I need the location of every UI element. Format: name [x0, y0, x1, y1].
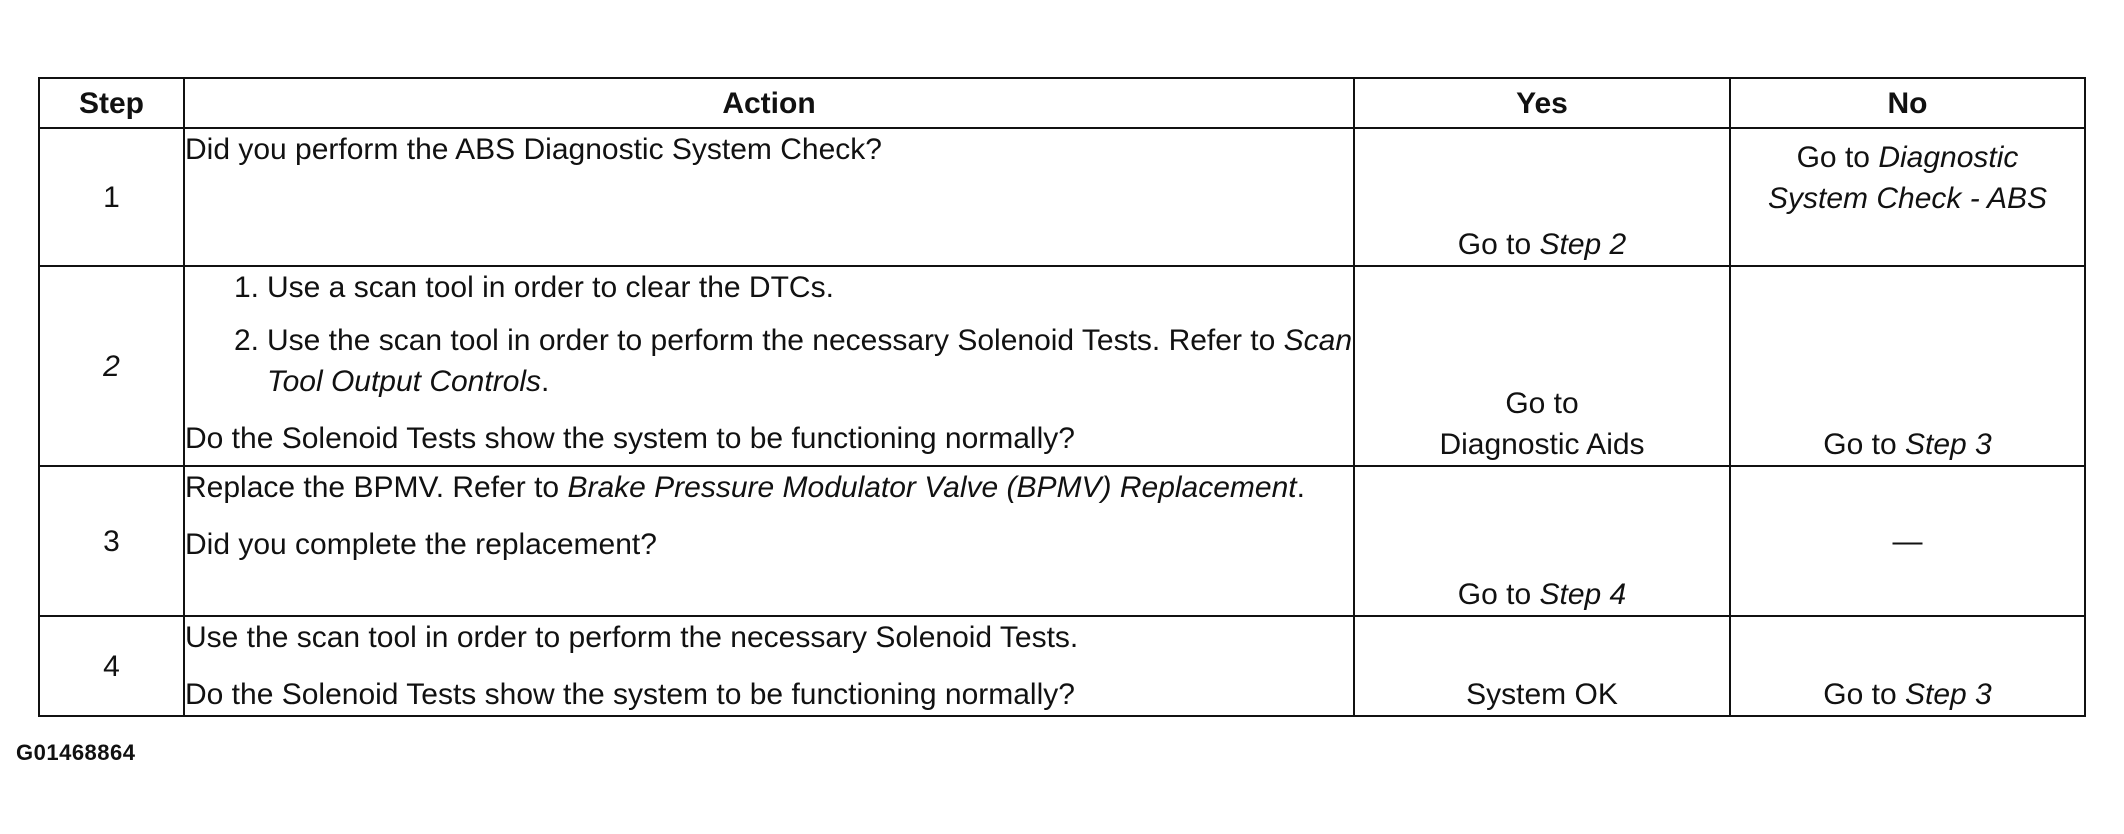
table-row — [39, 128, 2085, 266]
action-ref-link[interactable]: Brake Pressure Modulator Valve (BPMV) Replacement — [567, 471, 1297, 504]
step-number: 3 — [39, 466, 184, 616]
yes-cell — [1354, 128, 1730, 266]
step-number: 2 — [39, 266, 184, 466]
yes-cell — [1354, 616, 1730, 716]
action-question: Did you perform the ABS Diagnostic System Check? — [185, 133, 882, 166]
step-number: 4 — [39, 616, 184, 716]
substep-item — [185, 267, 1353, 308]
no-cell — [1730, 128, 2085, 266]
yes-step-link[interactable]: Step 2 — [1539, 228, 1627, 261]
action-cell — [184, 466, 1354, 616]
yes-target-link[interactable]: Diagnostic Aids — [1439, 428, 1645, 461]
substep-suffix: . — [541, 365, 550, 398]
header-action: Action — [184, 78, 1354, 128]
yes-prefix: Go to — [1457, 228, 1540, 261]
no-step-link[interactable]: Step 3 — [1904, 678, 1992, 711]
yes-prefix: Go to — [1457, 578, 1540, 611]
action-text: Replace the BPMV. Refer to — [185, 471, 568, 504]
header-step: Step — [39, 78, 184, 128]
no-cell — [1730, 266, 2085, 466]
header-no: No — [1730, 78, 2085, 128]
yes-prefix: Go to — [1505, 387, 1579, 420]
substep-ref-link[interactable]: Scan Tool Output Controls — [267, 324, 1353, 398]
no-ref-link-line1[interactable]: Diagnostic — [1878, 141, 2019, 174]
action-substeps — [185, 267, 1353, 402]
substep-text: Use the scan tool in order to perform the necessary Solenoid Tests. Refer to — [267, 324, 1284, 357]
yes-step-link[interactable]: Step 4 — [1539, 578, 1627, 611]
substep-number: 1. — [233, 271, 259, 304]
table-row — [39, 266, 2085, 466]
table-row — [39, 616, 2085, 716]
action-question: Do the Solenoid Tests show the system to be functioning normally? — [185, 422, 1075, 455]
figure-id: G01468864 — [16, 740, 136, 765]
no-cell — [1730, 466, 2085, 616]
step-number: 1 — [39, 128, 184, 266]
action-cell — [184, 128, 1354, 266]
yes-result: System OK — [1466, 678, 1618, 711]
action-suffix: . — [1296, 471, 1305, 504]
substep-number: 2. — [233, 324, 259, 357]
action-question: Did you complete the replacement? — [185, 528, 657, 561]
no-ref-link-line2[interactable]: System Check - ABS — [1768, 182, 2047, 215]
header-yes: Yes — [1354, 78, 1730, 128]
no-cell — [1730, 616, 2085, 716]
substep-item — [185, 320, 1353, 402]
no-prefix: Go to — [1823, 428, 1905, 461]
no-prefix: Go to — [1796, 141, 1879, 174]
yes-cell — [1354, 266, 1730, 466]
diagnostic-table — [38, 77, 2086, 717]
action-cell — [184, 266, 1354, 466]
yes-cell — [1354, 466, 1730, 616]
no-prefix: Go to — [1823, 678, 1905, 711]
action-question: Do the Solenoid Tests show the system to be functioning normally? — [185, 678, 1075, 711]
diagnostic-table-container — [38, 77, 2084, 717]
table-row — [39, 466, 2085, 616]
substep-text: Use a scan tool in order to clear the DTCs. — [267, 271, 834, 304]
no-step-link[interactable]: Step 3 — [1904, 428, 1992, 461]
action-text: Use the scan tool in order to perform the necessary Solenoid Tests. — [185, 621, 1079, 654]
no-dash: — — [1892, 524, 1923, 558]
action-cell — [184, 616, 1354, 716]
table-header-row — [39, 78, 2085, 128]
